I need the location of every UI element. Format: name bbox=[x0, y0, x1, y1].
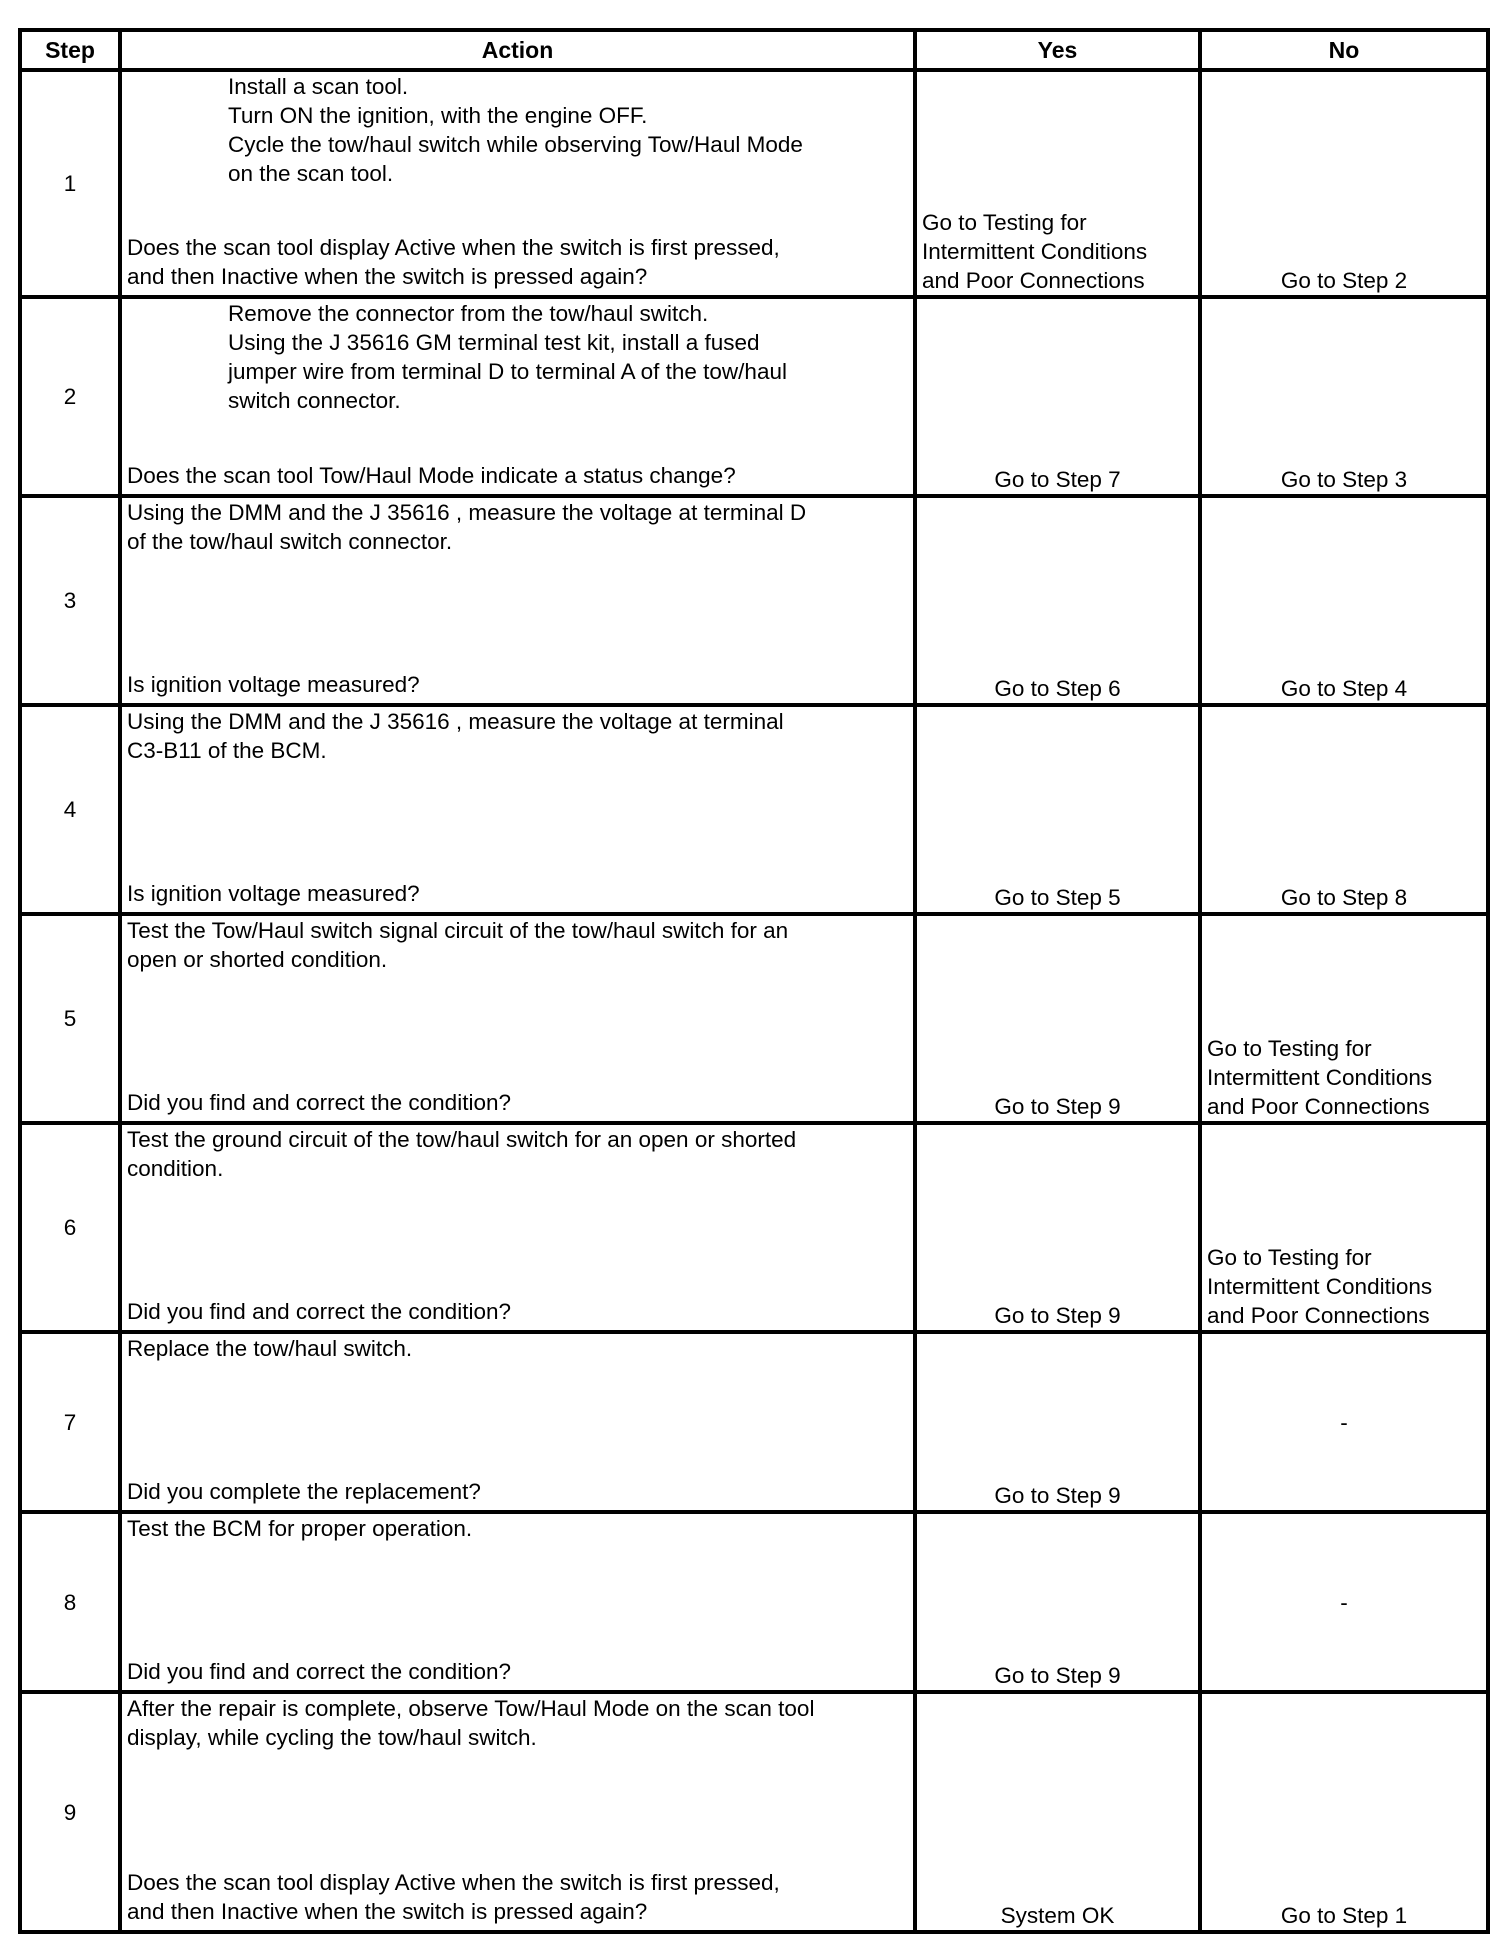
header-yes: Yes bbox=[915, 30, 1200, 70]
action-instructions: Using the DMM and the J 35616 , measure the voltage at terminal D of the tow/haul switch connector. bbox=[127, 500, 807, 554]
action-question: Is ignition voltage measured? bbox=[127, 881, 420, 906]
action-question: Is ignition voltage measured? bbox=[127, 672, 420, 697]
no-result-text: Go to Step 2 bbox=[1280, 268, 1408, 293]
action-question: Does the scan tool display Active when the switch is first pressed, and then Inactive when the switch is pressed again? bbox=[127, 1870, 780, 1924]
yes-result bbox=[915, 297, 1200, 496]
step-number: 8 bbox=[20, 1512, 120, 1692]
action-cell bbox=[120, 1512, 915, 1692]
step-number: 3 bbox=[20, 496, 120, 705]
action-instructions: Test the BCM for proper operation. bbox=[127, 1516, 473, 1541]
yes-result-text: Go to Step 9 bbox=[994, 1663, 1121, 1688]
step-number: 2 bbox=[20, 297, 120, 496]
no-result bbox=[1200, 1692, 1488, 1932]
action-cell bbox=[120, 705, 915, 914]
no-result-text: - bbox=[1340, 1589, 1348, 1615]
step-number: 4 bbox=[20, 705, 120, 914]
yes-result bbox=[915, 1512, 1200, 1692]
no-result bbox=[1200, 297, 1488, 496]
action-cell bbox=[120, 1692, 915, 1932]
no-result-text: Go to Step 1 bbox=[1280, 1903, 1408, 1928]
action-cell bbox=[120, 297, 915, 496]
action-question: Does the scan tool Tow/Haul Mode indicate a status change? bbox=[127, 463, 736, 488]
yes-result-text: System OK bbox=[1000, 1903, 1115, 1928]
header-no: No bbox=[1200, 30, 1488, 70]
yes-result bbox=[915, 1332, 1200, 1512]
step-number: 7 bbox=[20, 1332, 120, 1512]
step-number: 6 bbox=[20, 1123, 120, 1332]
no-result bbox=[1200, 70, 1488, 297]
action-instructions: Test the Tow/Haul switch signal circuit of the tow/haul switch for an open or shorted condition. bbox=[127, 918, 789, 972]
yes-result-text: Go to Step 9 bbox=[994, 1094, 1121, 1119]
no-result bbox=[1200, 1332, 1488, 1512]
no-result bbox=[1200, 1123, 1488, 1332]
table-row bbox=[20, 1332, 1488, 1512]
yes-result-text: Go to Step 5 bbox=[994, 885, 1121, 910]
no-result bbox=[1200, 496, 1488, 705]
yes-result bbox=[915, 705, 1200, 914]
yes-result-text: Go to Testing for Intermittent Conditions and Poor Connections bbox=[922, 210, 1148, 293]
step-number: 9 bbox=[20, 1692, 120, 1932]
yes-result-text: Go to Step 7 bbox=[994, 467, 1121, 492]
yes-result bbox=[915, 496, 1200, 705]
step-number: 1 bbox=[20, 70, 120, 297]
table-row bbox=[20, 705, 1488, 914]
header-step: Step bbox=[20, 30, 120, 70]
header-row bbox=[20, 30, 1488, 70]
no-result-text: Go to Testing for Intermittent Conditions and Poor Connections bbox=[1207, 1036, 1433, 1119]
action-question: Does the scan tool display Active when the switch is first pressed, and then Inactive when the switch is pressed again? bbox=[127, 235, 780, 289]
no-result-text: Go to Step 8 bbox=[1280, 885, 1408, 910]
action-instructions: Replace the tow/haul switch. bbox=[127, 1336, 413, 1361]
action-cell bbox=[120, 1123, 915, 1332]
table-row bbox=[20, 914, 1488, 1123]
action-instructions: Remove the connector from the tow/haul switch. Using the J 35616 GM terminal test kit, install a fused jumper wire from terminal D to terminal A of the tow/haul switch connector. bbox=[228, 301, 787, 413]
yes-result-text: Go to Step 9 bbox=[994, 1483, 1121, 1508]
action-question: Did you find and correct the condition? bbox=[127, 1090, 511, 1115]
no-result-text: - bbox=[1340, 1409, 1348, 1435]
action-cell bbox=[120, 70, 915, 297]
action-cell bbox=[120, 496, 915, 705]
action-question: Did you find and correct the condition? bbox=[127, 1659, 511, 1684]
yes-result bbox=[915, 914, 1200, 1123]
action-instructions: Test the ground circuit of the tow/haul switch for an open or shorted condition. bbox=[127, 1127, 797, 1181]
action-cell bbox=[120, 1332, 915, 1512]
diagnostic-table bbox=[18, 28, 1490, 1934]
no-result bbox=[1200, 914, 1488, 1123]
header-action: Action bbox=[120, 30, 915, 70]
action-instructions: Install a scan tool. Turn ON the ignition, with the engine OFF. Cycle the tow/haul switch while observing Tow/Haul Mode on the scan tool. bbox=[228, 74, 803, 186]
yes-result-text: Go to Step 6 bbox=[994, 676, 1121, 701]
table-row bbox=[20, 70, 1488, 297]
yes-result bbox=[915, 1123, 1200, 1332]
no-result bbox=[1200, 705, 1488, 914]
no-result bbox=[1200, 1512, 1488, 1692]
no-result-text: Go to Step 3 bbox=[1280, 467, 1408, 492]
action-instructions: Using the DMM and the J 35616 , measure the voltage at terminal C3-B11 of the BCM. bbox=[127, 709, 784, 763]
step-number: 5 bbox=[20, 914, 120, 1123]
no-result-text: Go to Step 4 bbox=[1280, 676, 1408, 701]
action-question: Did you find and correct the condition? bbox=[127, 1299, 511, 1324]
table-row bbox=[20, 1512, 1488, 1692]
table-row bbox=[20, 1692, 1488, 1932]
no-result-text: Go to Testing for Intermittent Conditions and Poor Connections bbox=[1207, 1245, 1433, 1328]
table-row bbox=[20, 297, 1488, 496]
action-instructions: After the repair is complete, observe Tow/Haul Mode on the scan tool display, while cycling the tow/haul switch. bbox=[127, 1696, 815, 1750]
yes-result bbox=[915, 1692, 1200, 1932]
yes-result bbox=[915, 70, 1200, 297]
action-question: Did you complete the replacement? bbox=[127, 1479, 481, 1504]
table-row bbox=[20, 1123, 1488, 1332]
action-cell bbox=[120, 914, 915, 1123]
yes-result-text: Go to Step 9 bbox=[994, 1303, 1121, 1328]
table-row bbox=[20, 496, 1488, 705]
